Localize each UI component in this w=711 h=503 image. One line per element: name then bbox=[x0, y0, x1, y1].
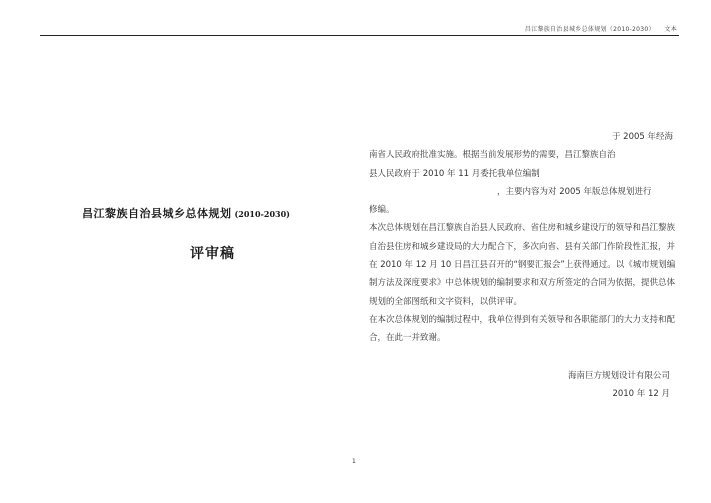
preface-line-2: 南省人民政府批准实施。根据当前发展形势的需要，昌江黎族自治 bbox=[369, 150, 616, 161]
document-title-years: (2010-2030) bbox=[234, 209, 290, 219]
signature-spacer bbox=[369, 348, 679, 367]
preface-paragraph-2: 本次总体规划在昌江黎族自治县人民政府、省住房和城乡建设厅的领导和昌江黎族自治县住房和城乡建设局的大力配合下，多次向省、县有关部门作阶段性汇报，并在 2010 年 12 月 10 日昌江县召开的“钢要汇报会”上获得通过。以《城市规划编制方法及深度要求》中总体规划的编制要求和双方所签定的合同为依据，提供总体规划的全部图纸和文字资料，以供评审。 bbox=[369, 223, 676, 307]
page-number: 1 bbox=[352, 458, 356, 465]
document-subtitle: 评审稿 bbox=[190, 246, 235, 262]
document-title bbox=[82, 205, 352, 221]
preface-line-4: ，主要内容为对 2005 年版总体规划进行 bbox=[497, 186, 652, 197]
running-header: 昌江黎族自治县城乡总体规划（2010-2030） 文本 bbox=[524, 26, 677, 33]
preface-line-1: 于 2005 年经海 bbox=[611, 132, 673, 142]
preface-line-5: 修编。 bbox=[369, 205, 395, 216]
preface-text bbox=[369, 128, 679, 403]
document-title-text: 昌江黎族自治县城乡总体规划 bbox=[82, 207, 232, 220]
preface-paragraph-3: 在本次总体规划的编制过程中，我单位得到有关领导和各职能部门的大力支持和配合，在此一并致谢。 bbox=[369, 314, 676, 344]
signature-date: 2010 年 12 月 bbox=[612, 388, 670, 399]
signature-organization: 海南巨方规划设计有限公司 bbox=[567, 370, 670, 381]
preface-line-3: 县人民政府于 2010 年 11 月委托我单位编制 bbox=[369, 168, 540, 179]
header-divider bbox=[40, 35, 679, 36]
